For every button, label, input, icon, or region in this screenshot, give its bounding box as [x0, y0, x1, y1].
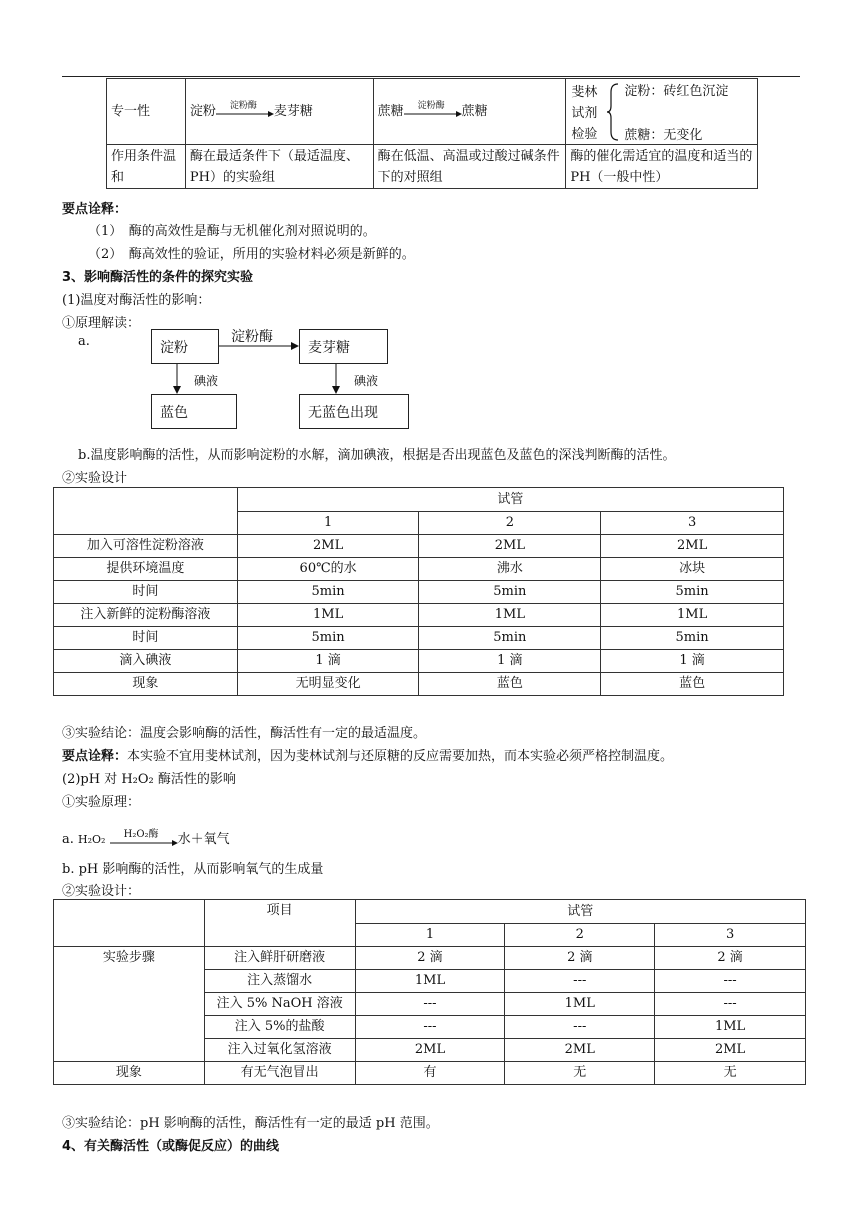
col-header: 2 [419, 512, 601, 535]
brace-icon [606, 82, 620, 142]
note-heading: 要点诠释： [62, 749, 128, 764]
principle-label-2: ①实验原理： [62, 795, 141, 810]
cell: 1 滴 [419, 650, 601, 673]
row-label: 现象 [54, 673, 238, 696]
note-item-2: （2） 酶高效性的验证，所用的实验材料必须是新鲜的。 [88, 247, 415, 262]
row-label: 注入过氧化氢溶液 [204, 1039, 355, 1062]
row-label: 注入新鲜的淀粉酶溶液 [54, 604, 238, 627]
cell: 1 滴 [601, 650, 784, 673]
section4-heading: 4、有关酶活性（或酶促反应）的曲线 [62, 1139, 280, 1154]
cell: 冰块 [601, 558, 784, 581]
product: 麦芽糖 [273, 103, 313, 119]
row-label: 加入可溶性淀粉溶液 [54, 535, 238, 558]
cell: 2 滴 [355, 947, 505, 970]
control-cell [373, 145, 566, 189]
design-label: ②实验设计 [62, 471, 128, 486]
control-text: 酶在低温、高温或过酸过碱条件下的对照组 [377, 148, 560, 185]
col-header: 3 [601, 512, 784, 535]
note-item-1: （1） 酶的高效性是酶与无机催化剂对照说明的。 [88, 224, 376, 239]
no-blue-label: 无蓝色出现 [308, 404, 378, 421]
row-label: 现象 [54, 1062, 205, 1085]
item-a: a. [62, 832, 74, 847]
col-header: 3 [655, 924, 806, 947]
row-label: 滴入碘液 [54, 650, 238, 673]
note-line [62, 745, 673, 764]
arrow-icon [219, 341, 299, 351]
cell: 5min [601, 627, 784, 650]
row-label: 专一性 [107, 79, 186, 145]
cell: 蓝色 [601, 673, 784, 696]
test-result-2: 蔗糖：无变化 [624, 128, 703, 143]
cell: 无明显变化 [237, 673, 419, 696]
principle-label: ①原理解读： [62, 316, 141, 331]
cell: 2ML [601, 535, 784, 558]
col-header: 1 [355, 924, 505, 947]
design-label-2: ②实验设计： [62, 884, 141, 899]
item-a: a. [78, 334, 90, 349]
cell: 2ML [419, 535, 601, 558]
table-row [54, 627, 784, 650]
note-text: 本实验不宜用斐林试剂，因为斐林试剂与还原糖的反应需要加热，而本实验必须严格控制温度。 [127, 749, 674, 764]
test-cell [566, 79, 758, 145]
header-cell: 试管 [355, 900, 805, 924]
table-row [54, 558, 784, 581]
no-blue-box [299, 394, 409, 429]
cell: --- [505, 970, 655, 993]
table-row [54, 673, 784, 696]
cell: 2 滴 [505, 947, 655, 970]
cell: --- [655, 970, 806, 993]
arrow-icon [216, 110, 274, 118]
cell: 1ML [655, 1016, 806, 1039]
product: 蔗糖 [461, 103, 488, 119]
row-label [107, 145, 186, 189]
temperature-table [53, 487, 784, 696]
experiment-cell [185, 79, 373, 145]
enzyme-label: H₂O₂酶 [123, 828, 159, 840]
cell: 1ML [237, 604, 419, 627]
conclusion-2: ③实验结论：pH 影响酶的活性，酶活性有一定的最适 pH 范围。 [62, 1116, 439, 1131]
products: 水＋氧气 [177, 832, 230, 847]
row-label: 注入 5%的盐酸 [204, 1016, 355, 1039]
reactant: 淀粉 [189, 103, 216, 119]
item-cell: 有无气泡冒出 [204, 1062, 355, 1085]
enzyme-label: 淀粉酶 [417, 101, 445, 111]
experiment-text: 酶在最适条件下（最适温度、PH）的实验组 [189, 148, 359, 185]
cell: 蓝色 [419, 673, 601, 696]
cell: --- [505, 1016, 655, 1039]
table-row [54, 535, 784, 558]
cell: 1ML [505, 993, 655, 1016]
blue-label: 蓝色 [160, 404, 188, 421]
header-cell: 试管 [237, 488, 783, 512]
corner-cell [54, 488, 238, 535]
blue-box [151, 394, 237, 429]
cell: --- [655, 993, 806, 1016]
iodine-label-1: 碘液 [194, 374, 219, 388]
table-row [54, 947, 806, 970]
cell: 1ML [601, 604, 784, 627]
cell: 1ML [419, 604, 601, 627]
row-label: 提供环境温度 [54, 558, 238, 581]
table-row [54, 581, 784, 604]
experiment-cell [185, 145, 373, 189]
section3-heading: 3、影响酶活性的条件的探究实验 [62, 270, 254, 285]
cell: --- [355, 993, 505, 1016]
table-row [54, 1062, 806, 1085]
test-label: 斐林试剂检验 [571, 85, 598, 142]
row-label: 注入蒸馏水 [204, 970, 355, 993]
col-header: 2 [505, 924, 655, 947]
ph-table [53, 899, 806, 1085]
steps-label: 实验步骤 [54, 947, 205, 1062]
row-label: 时间 [54, 581, 238, 604]
starch-box [151, 329, 219, 364]
cell: 2ML [355, 1039, 505, 1062]
row-label: 时间 [54, 627, 238, 650]
cell: 5min [237, 627, 419, 650]
note-heading: 要点诠释： [62, 202, 128, 217]
maltose-box [299, 329, 388, 364]
top-rule [62, 76, 800, 77]
col-header: 1 [237, 512, 419, 535]
cell: 有 [355, 1062, 505, 1085]
cell: 1 滴 [237, 650, 419, 673]
reaction-line [62, 828, 230, 847]
result-text: 酶的催化需适宜的温度和适当的PH（一般中性） [570, 148, 753, 185]
enzyme-label: 淀粉酶 [229, 101, 257, 111]
control-cell [373, 79, 566, 145]
row-label: 注入 5% NaOH 溶液 [204, 993, 355, 1016]
item-header: 项目 [204, 900, 355, 947]
substrate: H₂O₂ [78, 833, 106, 846]
arrow-icon [404, 110, 462, 118]
corner-cell [54, 900, 205, 947]
subsection-ph: (2)pH 对 H₂O₂ 酶活性的影响 [62, 772, 236, 787]
result-cell [566, 145, 758, 189]
arrow-down-icon [331, 364, 341, 394]
starch-label: 淀粉 [160, 339, 188, 356]
cell: 5min [419, 581, 601, 604]
cell: --- [355, 1016, 505, 1039]
cell: 5min [419, 627, 601, 650]
arrow-icon [110, 839, 178, 847]
reactant: 蔗糖 [377, 103, 404, 119]
cell: 1ML [355, 970, 505, 993]
cell: 沸水 [419, 558, 601, 581]
cell: 2ML [655, 1039, 806, 1062]
enzyme-label: 淀粉酶 [231, 329, 273, 345]
row-label: 注入鲜肝研磨液 [204, 947, 355, 970]
table-row [54, 650, 784, 673]
conclusion-1: ③实验结论：温度会影响酶的活性，酶活性有一定的最适温度。 [62, 726, 427, 741]
table-row [54, 604, 784, 627]
maltose-label: 麦芽糖 [308, 339, 350, 356]
cell: 5min [601, 581, 784, 604]
item-b: b.温度影响酶的活性，从而影响淀粉的水解，滴加碘液，根据是否出现蓝色及蓝色的深浅判断酶的活性。 [78, 448, 676, 463]
cell: 2ML [505, 1039, 655, 1062]
test-result-1: 淀粉：砖红色沉淀 [624, 84, 729, 99]
arrow-down-icon [172, 364, 182, 394]
cell: 无 [505, 1062, 655, 1085]
iodine-label-2: 碘液 [354, 374, 379, 388]
subsection-temperature: (1)温度对酶活性的影响： [62, 293, 211, 308]
cell: 5min [237, 581, 419, 604]
cell: 2ML [237, 535, 419, 558]
item-b2: b. pH 影响酶的活性，从而影响氧气的生成量 [62, 862, 324, 877]
cell: 60℃的水 [237, 558, 419, 581]
cell: 无 [655, 1062, 806, 1085]
cell: 2 滴 [655, 947, 806, 970]
row-label-text: 作用条件温和 [111, 148, 177, 185]
comparison-table [106, 78, 758, 189]
